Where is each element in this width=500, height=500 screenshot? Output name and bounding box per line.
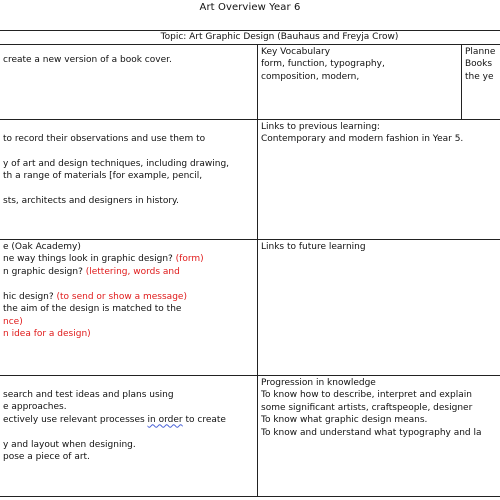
progression-cell	[258, 375, 500, 496]
question-line: nce)	[3, 316, 23, 327]
progression-line: To know how to describe, interpret and explain	[261, 390, 472, 400]
question-line: n idea for a design)	[3, 329, 91, 339]
outcome-line: create a new version of a book cover.	[3, 54, 172, 65]
outcome-cell	[0, 44, 258, 119]
planned-line: the ye	[465, 71, 494, 82]
progression-line: To know what graphic design means.	[261, 415, 428, 425]
skills-line: search and test ideas and plans using	[3, 389, 174, 400]
question-line: hic design? (to send or show a message)	[3, 291, 187, 302]
links-future-cell	[258, 239, 500, 375]
planned-line: Books	[465, 59, 493, 69]
topic-cell: Topic: Art Graphic Design (Bauhaus and Freyja Crow)	[0, 31, 500, 45]
skills-line: pose a piece of art.	[3, 452, 90, 462]
skills-line: ectively use relevant processes in order to create	[3, 414, 226, 425]
links-previous-heading: Links to previous learning:	[261, 121, 380, 132]
row-skills	[0, 375, 500, 496]
curriculum-line: th a range of materials [for example, pencil,	[3, 171, 203, 181]
progression-line: some significant artists, craftspeople, designer	[261, 402, 473, 413]
row-questions	[0, 239, 500, 375]
curriculum-cell	[0, 119, 258, 239]
questions-cell	[0, 239, 258, 375]
curriculum-line: sts, architects and designers in history.	[3, 196, 179, 206]
question-line: ne way things look in graphic design? (form)	[3, 254, 204, 264]
links-previous-cell	[258, 119, 500, 239]
question-line: n graphic design? (lettering, words and	[3, 266, 180, 277]
vocab-heading: Key Vocabulary	[261, 46, 331, 57]
vocab-line: composition, modern,	[261, 71, 360, 82]
links-previous-line: Contemporary and modern fashion in Year 5.	[261, 134, 464, 144]
topic-row	[0, 31, 500, 45]
curriculum-line: to record their observations and use them to	[3, 133, 206, 144]
overview-table	[0, 30, 500, 497]
skills-line: y and layout when designing.	[3, 439, 136, 450]
question-line: the aim of the design is matched to the	[3, 304, 182, 314]
curriculum-line: y of art and design techniques, including drawing,	[3, 158, 230, 169]
spellcheck-underline: in order	[147, 414, 183, 425]
row-curriculum	[0, 119, 500, 239]
vocab-line: form, function, typography,	[261, 59, 385, 69]
row-overview	[0, 44, 500, 119]
vocab-cell	[258, 44, 462, 119]
planned-cell	[462, 44, 500, 119]
document-title: Art Overview Year 6	[199, 2, 301, 13]
progression-line: To know and understand what typography and la	[261, 427, 482, 438]
skills-line: e approaches.	[3, 402, 67, 412]
progression-heading: Progression in knowledge	[261, 377, 376, 388]
skills-cell	[0, 375, 258, 496]
links-future-heading: Links to future learning	[261, 241, 366, 252]
planned-heading: Planne	[465, 46, 496, 57]
question-line: e (Oak Academy)	[3, 241, 81, 252]
